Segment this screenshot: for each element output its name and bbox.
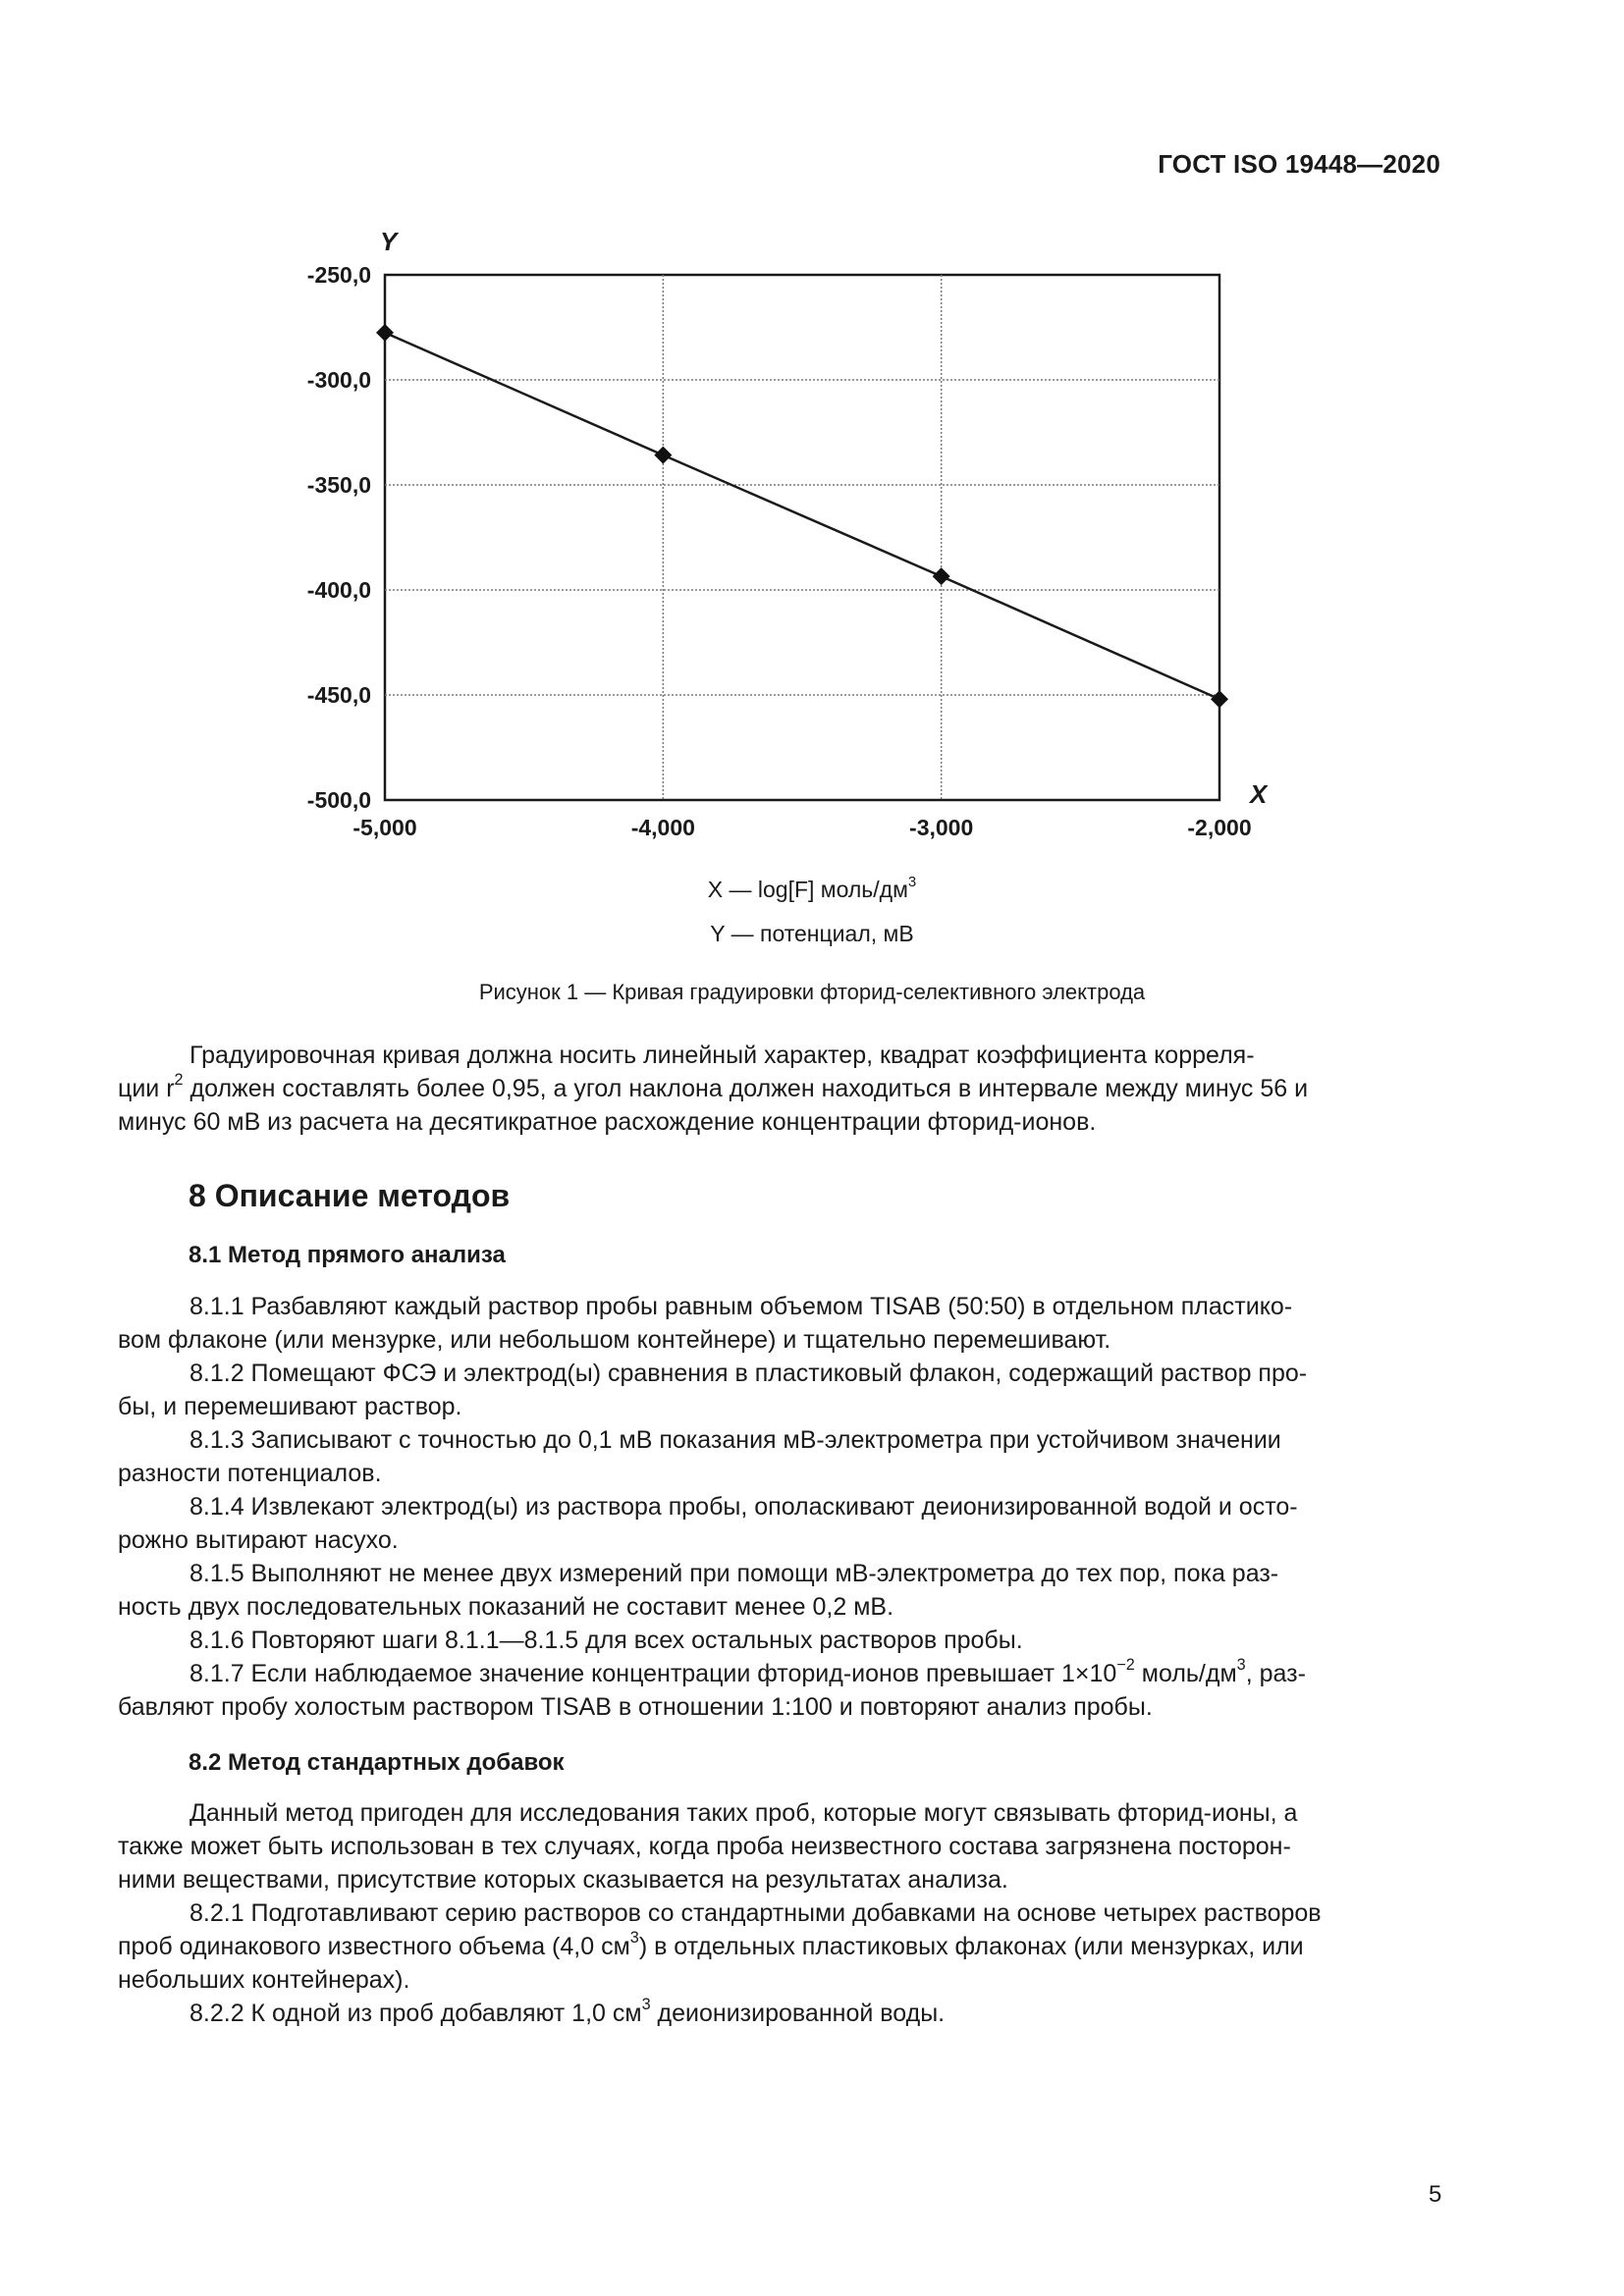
subsection-title-8-2: 8.2 Метод стандартных добавок — [189, 1749, 565, 1776]
y-tick-label: -500,0 — [306, 787, 371, 813]
section-title: 8 Описание методов — [189, 1178, 511, 1213]
calibration-chart — [306, 221, 1306, 859]
y-tick-label: -450,0 — [306, 682, 371, 708]
section-8-2-body: Данный метод пригоден для исследования таких проб, которые могут связывать фторид-ионы, а также может быть использован в тех случаях, когда проба неизвестного состава загрязнена посторон- ними веществами, присутствие которых сказывается на результатах анализа. 8.2.1 Подготавливают серию растворов со стандартными добавками на основе четырех растворов проб одинакового известного объема (4,0 $см^3$) в отдельных пластиковых флаконах (или мензурках, или небольших контейнерах). 8.2.2 К одной из проб добавляют 1,0 $см^3$ деионизированной воды. — [118, 1799, 1322, 2027]
page-number: 5 — [1429, 2181, 1442, 2208]
x-tick-label: -4,000 — [630, 815, 695, 840]
x-tick-label: -2,000 — [1187, 815, 1252, 840]
subsection-title-8-1: 8.1 Метод прямого анализа — [189, 1242, 506, 1268]
intro-paragraph: Градуировочная кривая должна носить линейный характер, квадрат коэффициента корреля- ции $r^2$ должен составлять более 0,95, а угол наклона должен находиться в интервале между минус 56 и минус 60 мВ из расчета на десятикратное расхождение концентрации фторид-ионов. — [118, 1041, 1309, 1136]
legend-x: X — log[F] моль/$дм^3$ — [707, 874, 917, 902]
y-tick-label: -300,0 — [306, 367, 371, 393]
plot-area — [385, 275, 1219, 800]
x-tick-labels — [352, 815, 1251, 840]
x-tick-label: -5,000 — [352, 815, 417, 840]
figure-caption: Рисунок 1 — Кривая градуировки фторид-селективного электрода — [478, 980, 1146, 1004]
x-axis-label: X — [1250, 779, 1268, 809]
y-axis-label: Y — [380, 227, 398, 256]
y-tick-label: -400,0 — [306, 577, 371, 603]
document-header: ГОСТ ISO 19448—2020 — [1158, 149, 1440, 179]
y-tick-label: -250,0 — [306, 262, 371, 288]
legend-y: Y — потенциал, мВ — [710, 921, 914, 946]
x-tick-label: -3,000 — [909, 815, 974, 840]
y-tick-labels — [307, 262, 371, 813]
section-8-1-body: 8.1.1 Разбавляют каждый раствор пробы равным объемом TISAB (50:50) в отдельном пластико- вом флаконе (или мензурке, или небольшом контейнере) и тщательно перемешивают. 8.1.2 Помещают ФСЭ и электрод(ы) сравнения в пластиковый флакон, содержащий раствор про- бы, и перемешивают раствор. 8.1.3 Записывают с точностью до 0,1 мВ показания мВ-электрометра при устойчивом значении разности потенциалов. 8.1.4 Извлекают электрод(ы) из раствора пробы, ополаскивают деионизированной водой и осто- рожно вытирают насухо. 8.1.5 Выполняют не менее двух измерений при помощи мВ-электрометра до тех пор, пока раз- ность двух последовательных показаний не составит менее 0,2 мВ. 8.1.6 Повторяют шаги 8.1.1—8.1.5 для всех остальных растворов пробы. 8.1.7 Если наблюдаемое значение концентрации фторид-ионов превышает $1\times 10^{-2}$ моль/$дм^3$, раз- бавляют пробу холостым раствором TISAB в отношении 1:100 и повторяют анализ пробы. — [118, 1293, 1308, 1721]
y-tick-label: -350,0 — [306, 472, 371, 498]
